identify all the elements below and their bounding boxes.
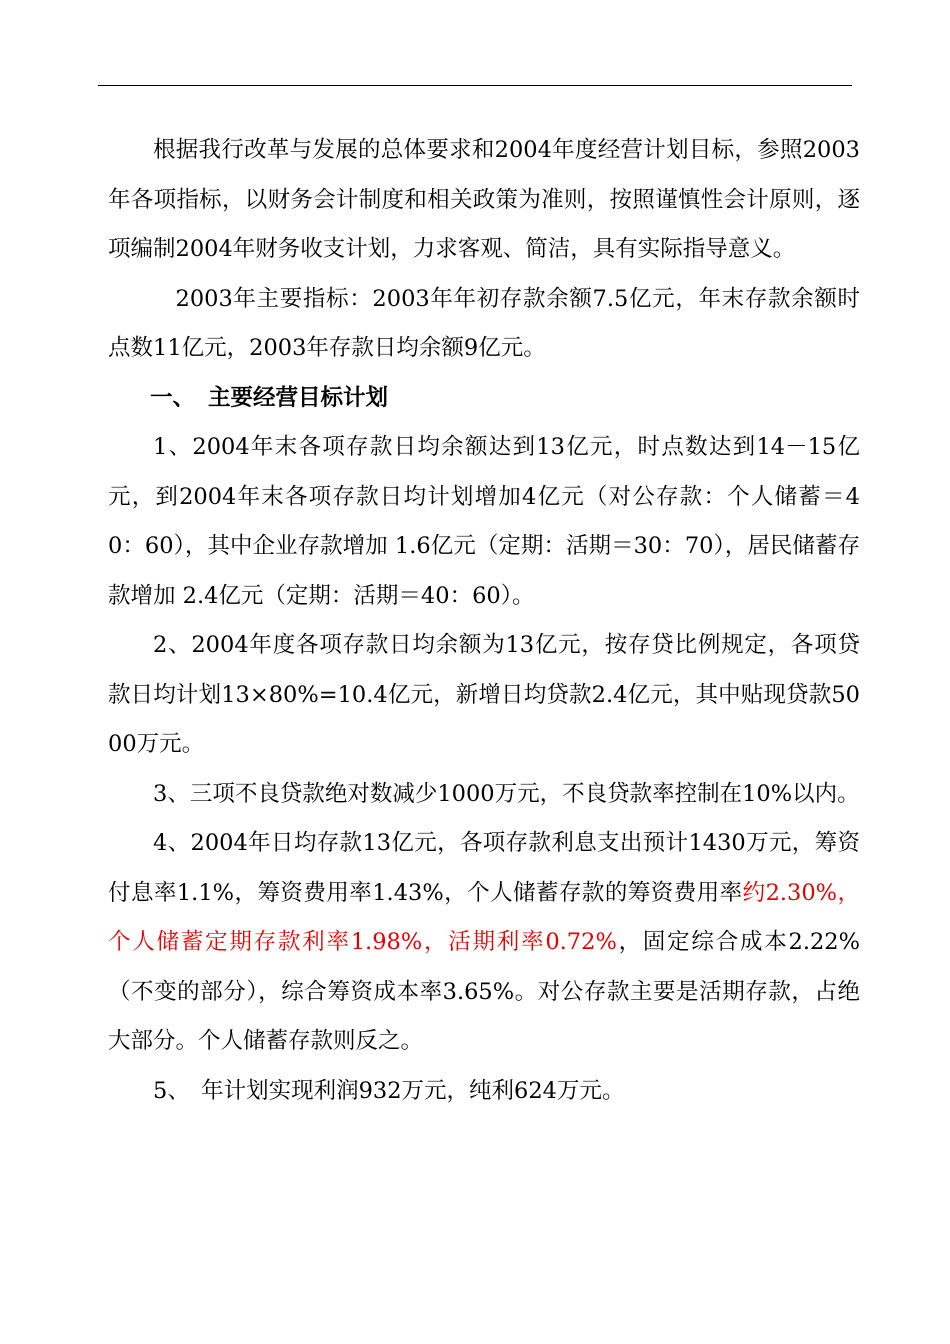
header-rule: [98, 85, 852, 86]
item-1-paragraph: 1、2004年末各项存款日均余额达到13亿元，时点数达到14－15亿元，到2004年末各项存款日均计划增加4亿元（对公存款：个人储蓄＝40：60），其中企业存款增加 1.6亿元（定期：活期＝30：70），居民储蓄存款增加 2.4亿元（定期：活期＝40：60）。: [108, 434, 860, 609]
indicators-2003-paragraph: 2003年主要指标：2003年年初存款余额7.5亿元，年末存款余额时点数11亿元，2003年存款日均余额9亿元。: [108, 285, 860, 361]
item-4-text-end: ，固定综合成本2.22%（不变的部分），综合筹资成本率3.65%。对公存款主要是活期存款，占绝大部分。个人储蓄存款则反之。: [108, 929, 860, 1054]
item-3-paragraph: 3、三项不良贷款绝对数减少1000万元，不良贷款率控制在10%以内。: [153, 780, 860, 807]
item-4-paragraph: [108, 819, 860, 1067]
section-number: 一、: [150, 384, 196, 411]
item-4-highlighted-rates: 约2.30%，个人储蓄定期存款利率1.98%，活期利率0.72%: [108, 879, 861, 955]
item-4-text-start: 4、2004年日均存款13亿元，各项存款利息支出预计1430万元，筹资付息率1.1%，筹资费用率1.43%，个人储蓄存款的筹资费用率: [108, 830, 860, 906]
item-2-paragraph: 2、2004年度各项存款日均余额为13亿元，按存贷比例规定，各项贷款日均计划13×80%=10.4亿元，新增日均贷款2.4亿元，其中贴现贷款5000万元。: [108, 632, 860, 757]
section-title: 主要经营目标计划: [208, 384, 389, 411]
document-body: [108, 126, 860, 1116]
item-5-paragraph: 5、 年计划实现利润932万元，纯利624万元。: [153, 1077, 625, 1104]
section-heading: [108, 374, 860, 424]
intro-paragraph: 根据我行改革与发展的总体要求和2004年度经营计划目标，参照2003年各项指标，以财务会计制度和相关政策为准则，按照谨慎性会计原则，逐项编制2004年财务收支计划，力求客观、简洁，具有实际指导意义。: [108, 137, 860, 262]
